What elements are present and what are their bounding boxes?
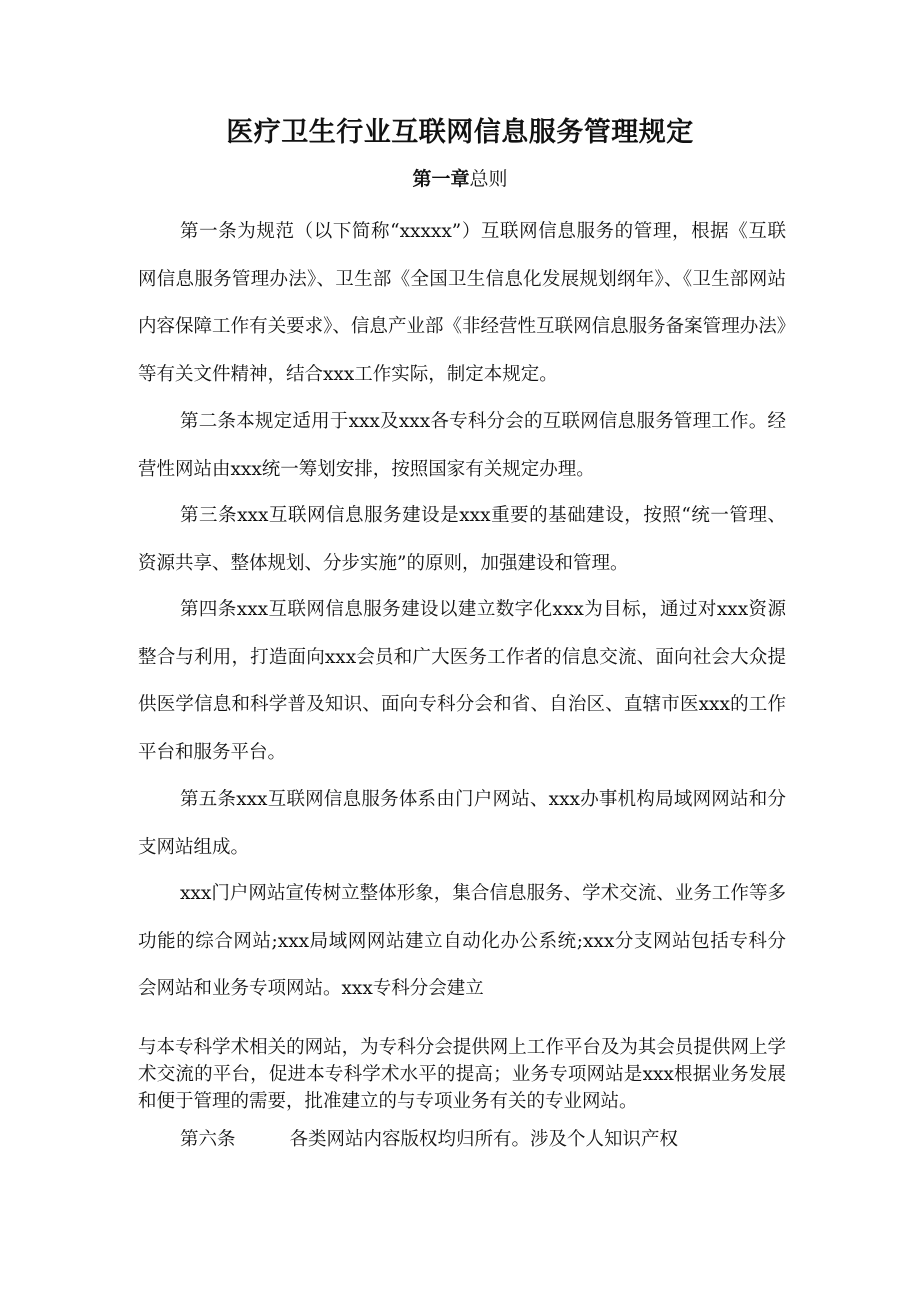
chapter-heading [0, 164, 920, 191]
article-5-paragraph-2: xxx门户网站宣传树立整体形象，集合信息服务、学术交流、业务工作等多功能的综合网站;xxx局域网网站建立自动化办公系统;xxx分支网站包括专科分会网站和业务专项网站。xxx专科分会建立 [138, 883, 786, 999]
article-2: 第二条本规定适用于xxx及xxx各专科分会的互联网信息服务管理工作。经营性网站由xxx统一筹划安排，按照国家有关规定办理。 [138, 411, 786, 480]
article-4: 第四条xxx互联网信息服务建设以建立数字化xxx为目标，通过对xxx资源整合与利用，打造面向xxx会员和广大医务工作者的信息交流、面向社会大众提供医学信息和科学普及知识、面向专科分会和省、自治区、直辖市医xxx的工作平台和服务平台。 [138, 599, 786, 763]
article-6-text: 各类网站内容版权均归所有。涉及个人知识产权 [289, 1129, 679, 1150]
article-6 [138, 1116, 786, 1164]
document-title: 医疗卫生行业互联网信息服务管理规定 [226, 117, 694, 148]
article-1: 第一条为规范（以下简称“xxxxx”）互联网信息服务的管理，根据《互联网信息服务管理办法》、卫生部《全国卫生信息化发展规划纲年》、《卫生部网站内容保障工作有关要求》、信息产业部《非经营性互联网信息服务备案管理办法》等有关文件精神，结合xxx工作实际，制定本规定。 [138, 221, 786, 385]
article-3: 第三条xxx互联网信息服务建设是xxx重要的基础建设，按照“统一管理、资源共享、整体规划、分步实施”的原则，加强建设和管理。 [138, 505, 786, 574]
article-5: 第五条xxx互联网信息服务体系由门户网站、xxx办事机构局域网网站和分支网站组成。 [138, 789, 786, 858]
continuation-paragraph: 与本专科学术相关的网站，为专科分会提供网上工作平台及为其会员提供网上学术交流的平台，促进本专科学术水平的提高；业务专项网站是xxx根据业务发展和便于管理的需要，批准建立的与专项业务有关的专业网站。 [138, 1037, 786, 1112]
chapter-name: 总则 [469, 168, 508, 190]
article-6-label: 第六条 [180, 1129, 236, 1150]
chapter-label: 第一章 [412, 168, 470, 190]
